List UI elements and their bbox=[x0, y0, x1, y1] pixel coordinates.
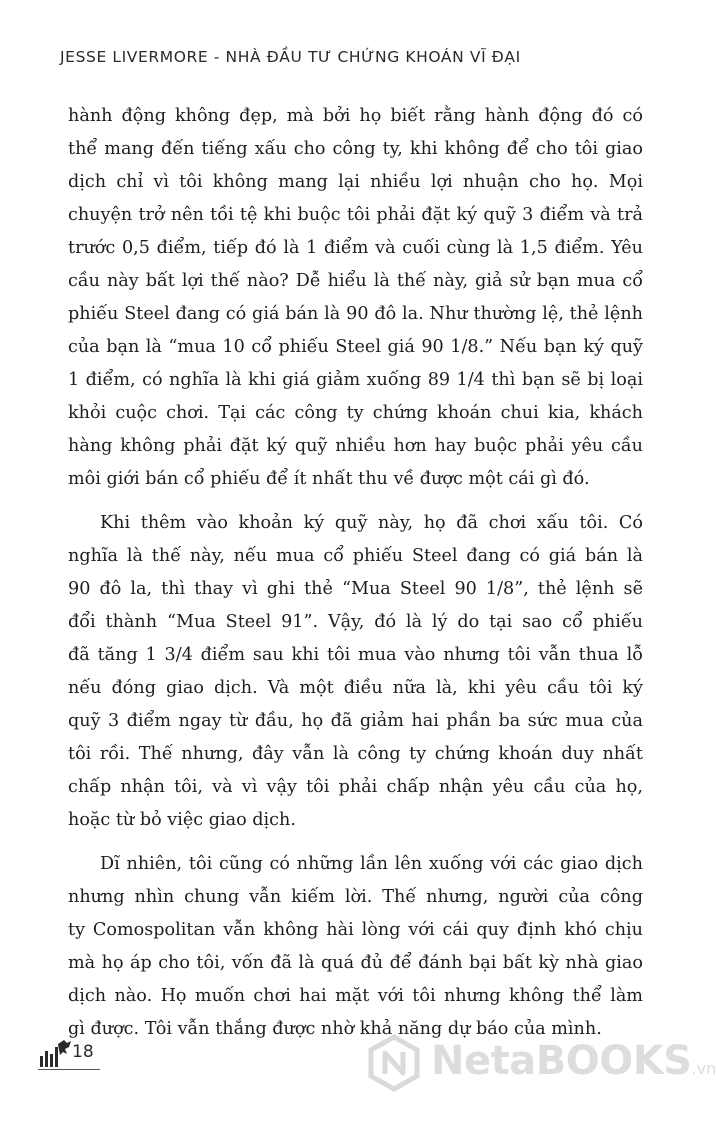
footer-rule bbox=[38, 1069, 100, 1070]
text-line: thể mang đến tiếng xấu cho công ty, khi không để cho tôi giao bbox=[68, 139, 643, 159]
text-line: chuyện trở nên tồi tệ khi buộc tôi phải đặt ký quỹ 3 điểm và trả bbox=[68, 205, 643, 225]
text-line: nhưng nhìn chung vẫn kiếm lời. Thế nhưng, người của công bbox=[68, 887, 643, 907]
watermark bbox=[365, 1030, 716, 1100]
text-line: đổi thành “Mua Steel 91”. Vậy, đó là lý do tại sao cổ phiếu bbox=[68, 612, 643, 632]
text-line: hoặc từ bỏ việc giao dịch. bbox=[68, 810, 296, 830]
text-line: Dĩ nhiên, tôi cũng có những lần lên xuống với các giao dịch bbox=[100, 854, 643, 874]
text-line: nếu đóng giao dịch. Và một điều nữa là, khi yêu cầu tôi ký bbox=[68, 678, 643, 698]
text-line: trước 0,5 điểm, tiếp đó là 1 điểm và cuối cùng là 1,5 điểm. Yêu bbox=[68, 238, 643, 258]
page-footer bbox=[38, 1038, 178, 1072]
watermark-text bbox=[431, 1038, 716, 1084]
text-line: ty Comospolitan vẫn không hài lòng với cái quy định khó chịu bbox=[68, 920, 643, 940]
text-line: nghĩa là thế này, nếu mua cổ phiếu Steel đang có giá bán là bbox=[68, 546, 643, 566]
netabooks-logo-icon bbox=[365, 1034, 423, 1092]
text-line: hàng không phải đặt ký quỹ nhiều hơn hay buộc phải yêu cầu bbox=[68, 436, 643, 456]
watermark-suffix: .vn bbox=[691, 1059, 716, 1078]
paragraph-2 bbox=[68, 507, 643, 837]
text-line: gì được. Tôi vẫn thắng được nhờ khả năng dự báo của mình. bbox=[68, 1019, 602, 1039]
body-text bbox=[68, 100, 643, 1046]
text-line: hành động không đẹp, mà bởi họ biết rằng hành động đó có bbox=[68, 106, 643, 126]
running-header: JESSE LIVERMORE - NHÀ ĐẦU TƯ CHỨNG KHOÁN VĨ ĐẠI bbox=[60, 48, 521, 66]
text-line: phiếu Steel đang có giá bán là 90 đô la. Như thường lệ, thẻ lệnh bbox=[68, 304, 643, 324]
text-line: 90 đô la, thì thay vì ghi thẻ “Mua Steel 90 1/8”, thẻ lệnh sẽ bbox=[68, 579, 643, 599]
paragraph-1 bbox=[68, 100, 643, 496]
text-line: Khi thêm vào khoản ký quỹ này, họ đã chơi xấu tôi. Có bbox=[100, 513, 643, 533]
bar-chart-bull-icon bbox=[38, 1038, 72, 1068]
text-line: đã tăng 1 3/4 điểm sau khi tôi mua vào nhưng tôi vẫn thua lỗ bbox=[68, 645, 643, 665]
text-line: chấp nhận tôi, và vì vậy tôi phải chấp nhận yêu cầu của họ, bbox=[68, 777, 643, 797]
page-number: 18 bbox=[72, 1042, 94, 1062]
text-line: quỹ 3 điểm ngay từ đầu, họ đã giảm hai phần ba sức mua của bbox=[68, 711, 643, 731]
text-line: mà họ áp cho tôi, vốn đã là quá đủ để đánh bại bất kỳ nhà giao bbox=[68, 953, 643, 973]
watermark-brand: NetaBOOKS bbox=[431, 1038, 692, 1084]
text-line: của bạn là “mua 10 cổ phiếu Steel giá 90 1/8.” Nếu bạn ký quỹ bbox=[68, 337, 643, 357]
text-line: dịch nào. Họ muốn chơi hai mặt với tôi nhưng không thể làm bbox=[68, 986, 643, 1006]
text-line: tôi rồi. Thế nhưng, đây vẫn là công ty chứng khoán duy nhất bbox=[68, 744, 643, 764]
text-line: 1 điểm, có nghĩa là khi giá giảm xuống 89 1/4 thì bạn sẽ bị loại bbox=[68, 370, 643, 390]
text-line: cầu này bất lợi thế nào? Dễ hiểu là thế này, giả sử bạn mua cổ bbox=[68, 271, 643, 291]
paragraph-3 bbox=[68, 848, 643, 1046]
text-line: môi giới bán cổ phiếu để ít nhất thu về được một cái gì đó. bbox=[68, 469, 590, 489]
text-line: khỏi cuộc chơi. Tại các công ty chứng khoán chui kia, khách bbox=[68, 403, 643, 423]
text-line: dịch chỉ vì tôi không mang lại nhiều lợi nhuận cho họ. Mọi bbox=[68, 172, 643, 192]
